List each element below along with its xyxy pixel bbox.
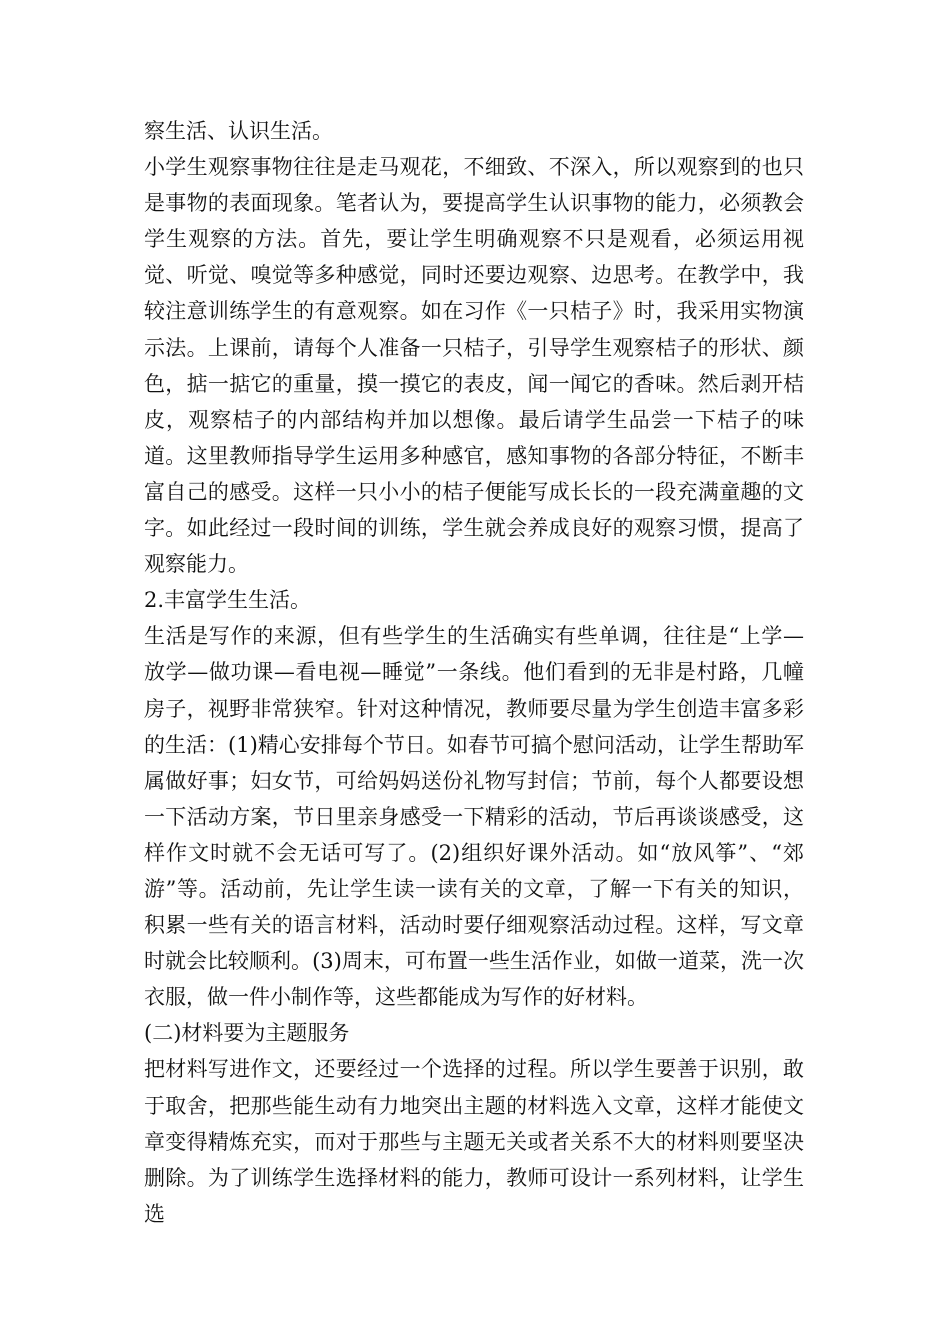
paragraph-material-selection: 把材料写进作文，还要经过一个选择的过程。所以学生要善于识别，敢于取舍，把那些能生动有力地突出主题的材料选入文章，这样才能使文章变得精炼充实，而对于那些与主题无关或者关系不大的材料则要坚决删除。为了训练学生选择材料的能力，教师可设计一系列材料，让学生选 — [144, 1057, 804, 1226]
section-heading-enrich-life: 2.丰富学生生活。 — [144, 588, 312, 613]
paragraph-continuation: 察生活、认识生活。 — [144, 119, 333, 143]
paragraph-enrich-life: 生活是写作的来源，但有些学生的生活确实有些单调，往往是“上学—放学—做功课—看电视—睡觉”一条线。他们看到的无非是村路，几幢房子，视野非常狭窄。针对这种情况，教师要尽量为学生创造丰富多彩的生活：(1)精心安排每个节日。如春节可搞个慰问活动，让学生帮助军属做好事；妇女节，可给妈妈送份礼物写封信；节前，每个人都要设想一下活动方案，节日里亲身感受一下精彩的活动，节后再谈谈感受，这样作文时就不会无话可写了。(2)组织好课外活动。如“放风筝”、“郊游”等。活动前，先让学生读一读有关的文章，了解一下有关的知识，积累一些有关的语言材料，活动时要仔细观察活动过程。这样，写文章时就会比较顺利。(3)周末，可布置一些生活作业，如做一道菜，洗一次衣服，做一件小制作等，这些都能成为写作的好材料。 — [144, 624, 804, 1010]
section-heading-material-theme: (二)材料要为主题服务 — [144, 1021, 350, 1046]
document-body — [144, 113, 804, 1232]
paragraph-observation-method: 小学生观察事物往往是走马观花，不细致、不深入，所以观察到的也只是事物的表面现象。笔者认为，要提高学生认识事物的能力，必须教会学生观察的方法。首先，要让学生明确观察不只是观看，必须运用视觉、听觉、嗅觉等多种感觉，同时还要边观察、边思考。在教学中，我较注意训练学生的有意观察。如在习作《一只桔子》时，我采用实物演示法。上课前，请每个人准备一只桔子，引导学生观察桔子的形状、颜色，掂一掂它的重量，摸一摸它的表皮，闻一闻它的香味。然后剥开桔皮，观察桔子的内部结构并加以想像。最后请学生品尝一下桔子的味道。这里教师指导学生运用多种感官，感知事物的各部分特征，不断丰富自己的感受。这样一只小小的桔子便能写成长长的一段充满童趣的文字。如此经过一段时间的训练，学生就会养成良好的观察习惯，提高了观察能力。 — [144, 155, 804, 577]
